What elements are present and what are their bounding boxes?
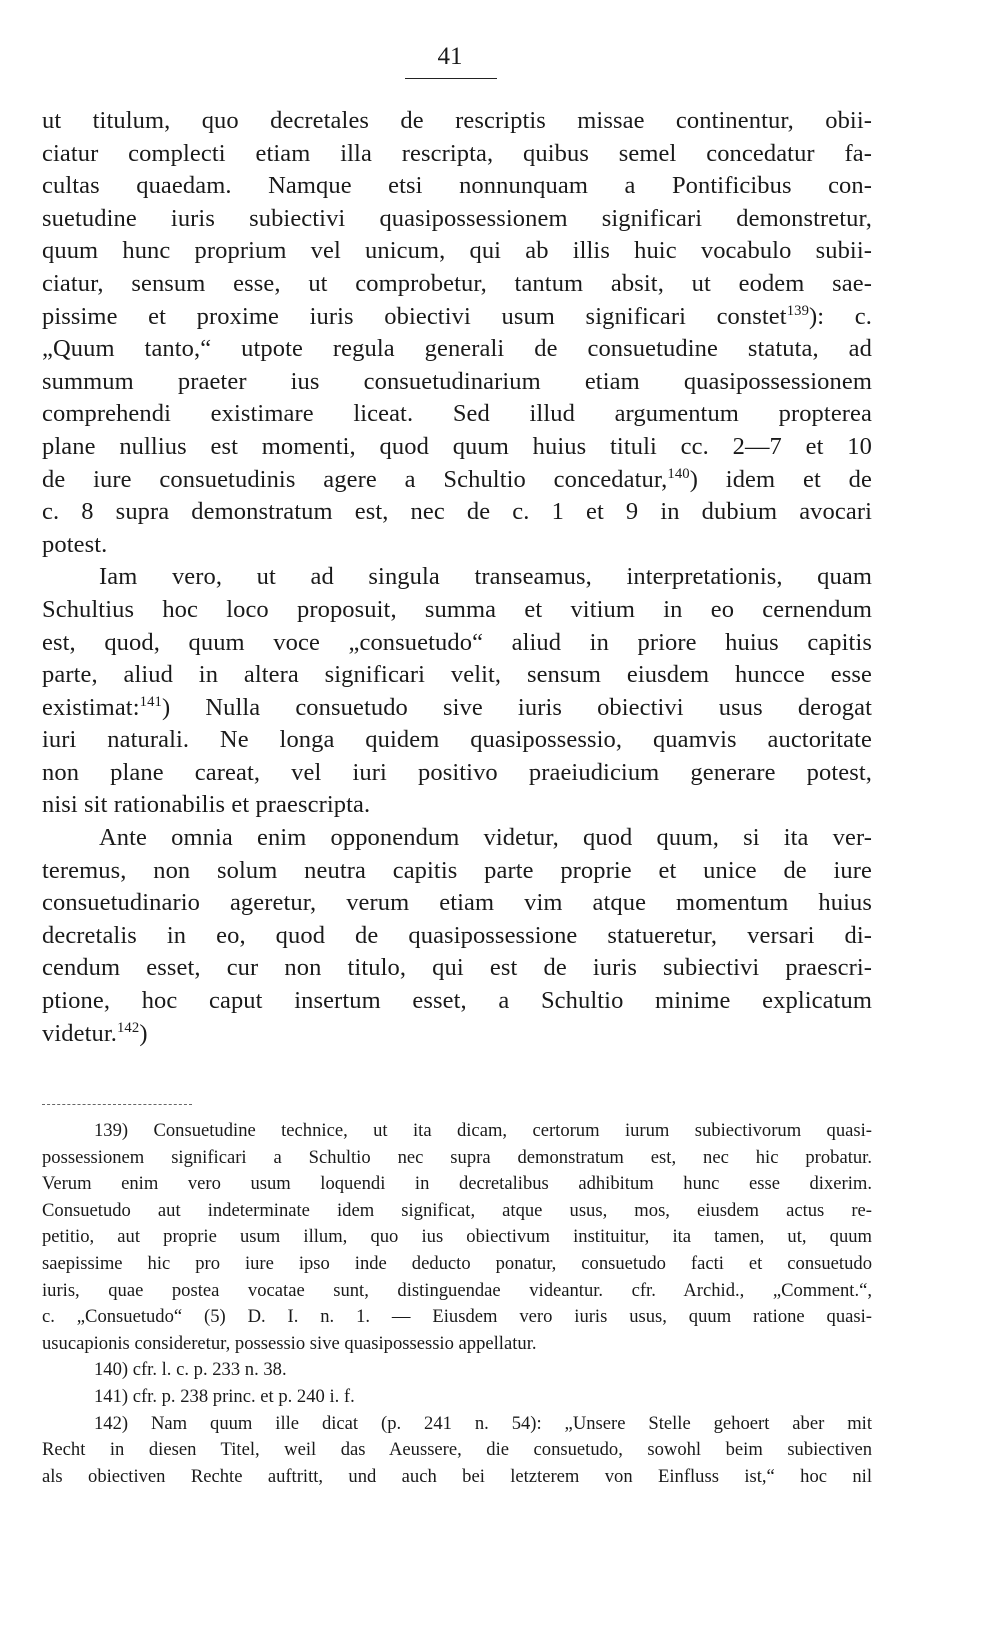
footnote-line: als obiectiven Rechte auftritt, und auch bei letzterem von Einfluss ist,“ hoc nil [42, 1465, 872, 1487]
page-number: 41 [437, 43, 463, 70]
text-line: non plane careat, vel iuri positivo praeiudicium generare potest, [42, 758, 872, 786]
text-line: cendum esset, cur non titulo, qui est de iuris subiectivi praescri- [42, 954, 872, 982]
footnote-separator [42, 1104, 192, 1105]
footnote-line: Consuetudo aut indeterminate idem significat, atque usus, mos, eiusdem actus re- [42, 1199, 872, 1221]
text-line: parte, aliud in altera significari velit, sensum eiusdem huncce esse [42, 661, 872, 689]
text-line [42, 301, 872, 334]
text-line: Ante omnia enim opponendum videtur, quod quum, si ita ver- [99, 824, 872, 852]
text-line: quum hunc proprium vel unicum, qui ab illis huic vocabulo subii- [42, 237, 872, 265]
text-segment: pissime et proxime iuris obiectivi usum significari constet [42, 302, 787, 330]
text-line: consuetudinario ageretur, verum etiam vim atque momentum huius [42, 889, 872, 917]
footnote-line: possessionem significari a Schultio nec supra demonstratum est, nec hic probatur. [42, 1146, 872, 1168]
text-line [42, 692, 872, 725]
text-line: nisi sit rationabilis et praescripta. [42, 791, 371, 819]
text-line: c. 8 supra demonstratum est, nec de c. 1 et 9 in dubium avocari [42, 498, 872, 526]
footnote-ref-142: 142 [116, 1019, 140, 1036]
text-segment: de iure consuetudinis agere a Schultio concedatur, [42, 465, 668, 493]
footnote-line: 140) cfr. l. c. p. 233 n. 38. [94, 1359, 287, 1381]
footnote-line: iuris, quae postea vocatae sunt, distinguendae videantur. cfr. Archid., „Comment.“, [42, 1279, 872, 1301]
text-segment: Nulla consuetudo sive iuris obiectivi usus derogat [205, 693, 872, 721]
footnotes [42, 1118, 872, 1490]
footnote-line: usucapionis consideretur, possessio sive quasipossessio appellatur. [42, 1332, 537, 1354]
text-line: plane nullius est momenti, quod quum huius tituli cc. 2—7 et 10 [42, 432, 872, 460]
text-line: suetudine iuris subiectivi quasipossessionem significari demonstretur, [42, 204, 872, 232]
footnote-line: 141) cfr. p. 238 princ. et p. 240 i. f. [94, 1385, 355, 1407]
text-line: teremus, non solum neutra capitis parte proprie et unice de iure [42, 856, 872, 884]
footnote-line: Verum enim vero usum loquendi in decretalibus adhibitum hunc esse dixerim. [42, 1173, 872, 1195]
text-line: Schultius hoc loco proposuit, summa et vitium in eo cernendum [42, 595, 872, 623]
footnote-line: c. „Consuetudo“ (5) D. I. n. 1. — Eiusdem vero iuris usus, quum ratione quasi- [42, 1306, 872, 1328]
text-segment: ) [139, 1019, 148, 1047]
text-line: cultas quaedam. Namque etsi nonnunquam a Pontificibus con- [42, 172, 872, 200]
text-line: decretalis in eo, quod de quasipossessione statueretur, versari di- [42, 921, 872, 949]
footnote-line: petitio, aut proprie usum illum, quo ius obiectivum instituitur, ita tamen, ut, quum [42, 1226, 872, 1248]
text-line [42, 1018, 872, 1051]
text-line: comprehendi existimare liceat. Sed illud argumentum propterea [42, 400, 872, 428]
text-segment: ) [161, 693, 171, 721]
text-line: potest. [42, 530, 108, 558]
text-line: „Quum tanto,“ utpote regula generali de consuetudine statuta, ad [42, 335, 872, 363]
footnote-ref-141: 141 [139, 693, 162, 710]
text-segment: existimat: [42, 693, 140, 721]
text-segment: ) idem et de [689, 465, 872, 493]
footnote-ref-140: 140 [667, 465, 690, 482]
main-text [42, 105, 872, 1050]
text-segment: videtur. [42, 1019, 117, 1047]
footnote-line: 139) Consuetudine technice, ut ita dicam, certorum iurum subiectivorum quasi- [94, 1120, 872, 1141]
footnote-line: Recht in diesen Titel, weil das Aeussere, die consuetudo, sowohl beim subiectiven [42, 1439, 872, 1461]
text-line [42, 464, 872, 497]
footnote-line: saepissime hic pro iure ipso inde deducto ponatur, consuetudo facti et consuetudo [42, 1252, 872, 1274]
header-rule [405, 78, 497, 79]
text-line: ptione, hoc caput insertum esset, a Schultio minime explicatum [42, 987, 872, 1015]
footnote-line: 142) Nam quum ille dicat (p. 241 n. 54): „Unsere Stelle gehoert aber mit [94, 1412, 872, 1434]
text-line: ciatur complecti etiam illa rescripta, quibus semel concedatur fa- [42, 139, 872, 167]
text-line: iuri naturali. Ne longa quidem quasipossessio, quamvis auctoritate [42, 726, 872, 754]
text-line: ciatur, sensum esse, ut comprobetur, tantum absit, ut eodem sae- [42, 269, 872, 297]
text-line: ut titulum, quo decretales de rescriptis missae continentur, obii- [42, 107, 872, 134]
text-line: Iam vero, ut ad singula transeamus, interpretationis, quam [99, 563, 872, 591]
footnote-ref-139: 139 [786, 302, 810, 319]
text-segment: ): c. [809, 302, 872, 330]
text-line: est, quod, quum voce „consuetudo“ aliud in priore huius capitis [42, 628, 872, 656]
text-line: summum praeter ius consuetudinarium etiam quasipossessionem [42, 367, 872, 395]
